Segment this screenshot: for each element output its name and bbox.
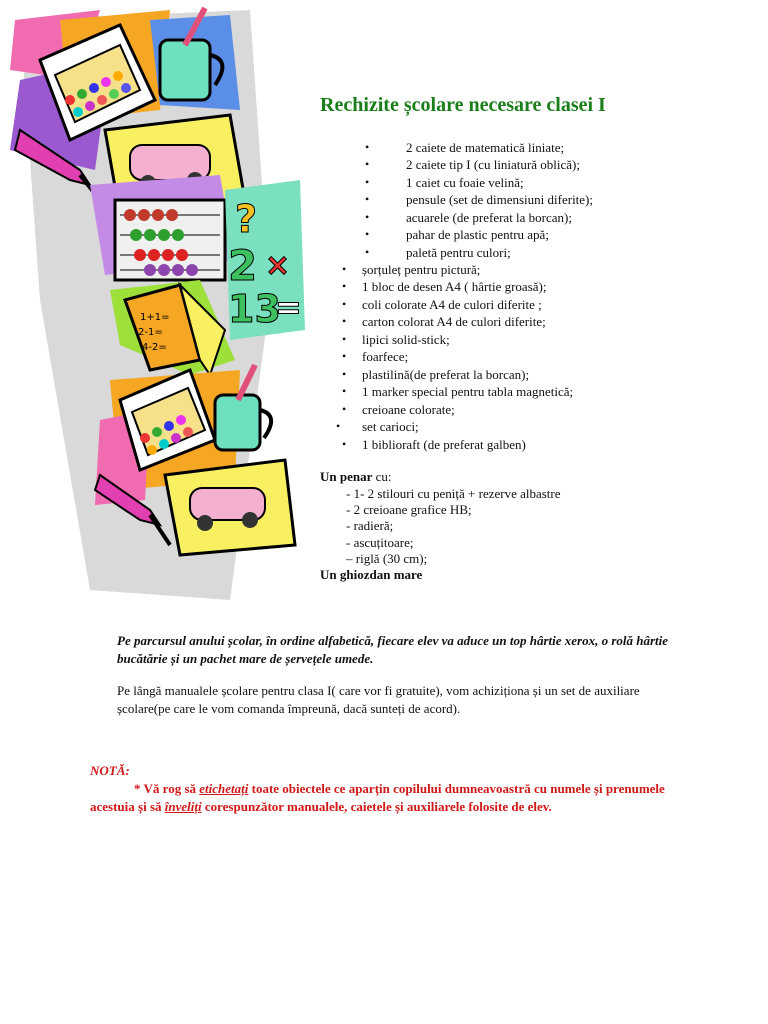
svg-text:13: 13 bbox=[228, 287, 281, 331]
bullet-icon: • bbox=[365, 210, 370, 224]
backpack-line: Un ghiozdan mare bbox=[320, 567, 423, 582]
nota-label: NOTĂ: bbox=[90, 763, 130, 778]
bullet-icon: • bbox=[342, 402, 347, 416]
school-supplies-clipart bbox=[0, 0, 310, 600]
svg-text:4-2=: 4-2= bbox=[142, 342, 167, 353]
penar-item: - radieră; bbox=[346, 518, 394, 533]
bullet-icon: • bbox=[336, 419, 341, 433]
numbers-card-icon bbox=[225, 180, 305, 340]
penar-item: - 1- 2 stilouri cu peniță + rezerve albastre bbox=[346, 486, 561, 501]
bullet-icon: • bbox=[365, 245, 370, 259]
nota-text: * Vă rog să etichetați toate obiectele ce aparțin copilului dumneavoastră cu numele și prenumele acestuia și să înveliți corespunzător manualele, caietele și auxiliarele folosite de elev. bbox=[90, 781, 665, 814]
penar-item: - 2 creioane grafice HB; bbox=[346, 502, 472, 517]
abacus-icon bbox=[90, 175, 235, 280]
bullet-icon: • bbox=[342, 314, 347, 328]
penar-item: – riglă (30 cm); bbox=[346, 551, 428, 566]
bullet-icon: • bbox=[365, 192, 370, 206]
bullet-icon: • bbox=[342, 384, 347, 398]
bullet-icon: • bbox=[342, 349, 347, 363]
bullet-icon: • bbox=[365, 175, 370, 189]
svg-text:×: × bbox=[265, 248, 291, 283]
bullet-icon: • bbox=[365, 227, 370, 241]
bullet-icon: • bbox=[365, 157, 370, 171]
penar-heading: Un penar cu: bbox=[320, 469, 392, 484]
page-title: Rechizite școlare necesare clasei I bbox=[320, 94, 606, 116]
car-card-icon-2 bbox=[165, 460, 295, 555]
penar-item: - ascuțitoare; bbox=[346, 535, 414, 550]
bullet-icon: • bbox=[342, 262, 347, 276]
svg-text:1+1=: 1+1= bbox=[140, 312, 170, 323]
svg-text:2-1=: 2-1= bbox=[138, 327, 163, 338]
svg-text:2: 2 bbox=[228, 241, 258, 290]
note-paragraph-supplies: Pe parcursul anului școlar, în ordine alfabetică, fiecare elev va aduce un top hârtie xerox, o rolă hârtie bucătărie și un pachet mare de șervețele umede. bbox=[117, 633, 669, 666]
svg-text:=: = bbox=[275, 288, 302, 326]
bullet-icon: • bbox=[342, 279, 347, 293]
bullet-icon: • bbox=[365, 140, 370, 154]
bullet-icon: • bbox=[342, 437, 347, 451]
svg-text:?: ? bbox=[235, 197, 258, 241]
note-paragraph-textbooks: Pe lângă manualele școlare pentru clasa I( care vor fi gratuite), vom achiziționa și un set de auxiliare școlare(pe care le vom comanda împreună, dacă sunteți de acord). bbox=[117, 683, 640, 716]
bullet-icon: • bbox=[342, 297, 347, 311]
bullet-icon: • bbox=[342, 332, 347, 346]
bullet-icon: • bbox=[342, 367, 347, 381]
